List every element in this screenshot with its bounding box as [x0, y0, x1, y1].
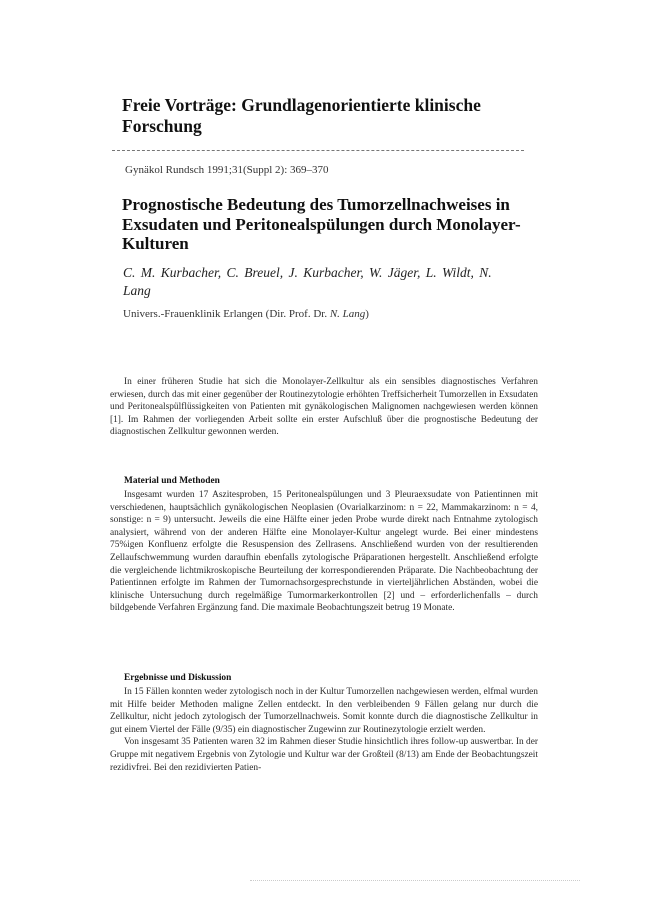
affiliation	[123, 308, 369, 320]
article-title: Prognostische Bedeutung des Tumorzellnachweises in Exsudaten und Peritonealspülungen durch Monolayer-Kulturen	[122, 195, 521, 253]
journal-citation: Gynäkol Rundsch 1991;31(Suppl 2): 369–370	[125, 164, 329, 176]
results-body	[110, 686, 538, 774]
introduction	[110, 376, 538, 439]
footer-divider	[250, 880, 580, 881]
author-list: C. M. Kurbacher, C. Breuel, J. Kurbacher, W. Jäger, L. Wildt, N. Lang	[123, 265, 492, 298]
methods-body	[110, 489, 538, 615]
results-paragraph-1: In 15 Fällen konnten weder zytologisch noch in der Kultur Tumorzellen nachgewiesen werden, elfmal wurden mit Hilfe beider Methoden maligne Zellen entdeckt. In den verbleibenden 9 Fällen gelang nur durch die Zellkultur, nicht jedoch zytologisch der Tumorzellnachweis. Somit konnte durch die diagnostische Zellkultur in gut einem Viertel der Fälle (9/35) ein diagnostischer Zugewinn zur Routinezytologie erzielt werden.	[110, 687, 538, 735]
affiliation-director-name: N. Lang	[329, 308, 366, 320]
affiliation-prefix: Univers.-Frauenklinik Erlangen (Dir. Prof. Dr.	[123, 308, 330, 320]
results-heading: Ergebnisse und Diskussion	[124, 673, 232, 683]
results-paragraph-2: Von insgesamt 35 Patienten waren 32 im Rahmen dieser Studie hinsichtlich ihres follow-up auswertbar. In der Gruppe mit negativem Ergebnis von Zytologie und Kultur war der Großteil (8/13) am Ende der Beobachtungszeit rezidivfrei. Bei den rezidivierten Patien-	[110, 737, 538, 773]
methods-heading: Material und Methoden	[124, 476, 220, 486]
intro-paragraph: In einer früheren Studie hat sich die Monolayer-Zellkultur als ein sensibles diagnostisches Verfahren erwiesen, durch das mit einer gegenüber der Routinezytologie erhöhten Treffsicherheit Tumorzellen in Exsudaten und Peritonealspülflüssigkeiten von Patienten mit gynäkologischen Malignomen nachgewiesen werden können [1]. Im Rahmen der vorliegenden Arbeit sollte ein erster Aufschluß über die prognostische Bedeutung der diagnostischen Zellkultur gewonnen werden.	[110, 377, 538, 438]
header-divider	[112, 150, 524, 151]
section-header: Freie Vorträge: Grundlagenorientierte klinische Forschung	[122, 95, 481, 136]
methods-paragraph: Insgesamt wurden 17 Aszitesproben, 15 Peritonealspülungen und 3 Pleuraexsudate von Patientinnen mit verschiedenen, hauptsächlich gynäkologischen Neoplasien (Ovarialkarzinom: n = 22, Mammakarzinom: n = 4, sonstige: n = 9) untersucht. Jeweils die eine Hälfte einer jeden Probe wurde direkt nach Entnahme zytologisch analysiert, während von der anderen Hälfte eine Monolayer-Kultur angelegt wurde. Bei einer mindestens 75%igen Konfluenz erfolgte die Resuspension des Zellrasens. Anschließend wurden von der resultierenden Zellaufschwemmung wurden daraufhin ebenfalls zytologische Präparationen hergestellt. Anschließend erfolgte die vergleichende lichtmikroskopische Beurteilung der korrespondierenden Präparate. Die Nachbeobachtung der Patientinnen erfolgte im Rahmen der Tumornachsorgesprechstunde in vierteljährlichen Abständen, wobei die klinische Untersuchung durch regelmäßige Tumormarkerkontrollen [2] und – erforderlichenfalls – durch bildgebende Verfahren Ergänzung fand. Die maximale Beobachtungszeit betrug 19 Monate.	[110, 490, 538, 614]
affiliation-suffix: )	[365, 308, 369, 320]
